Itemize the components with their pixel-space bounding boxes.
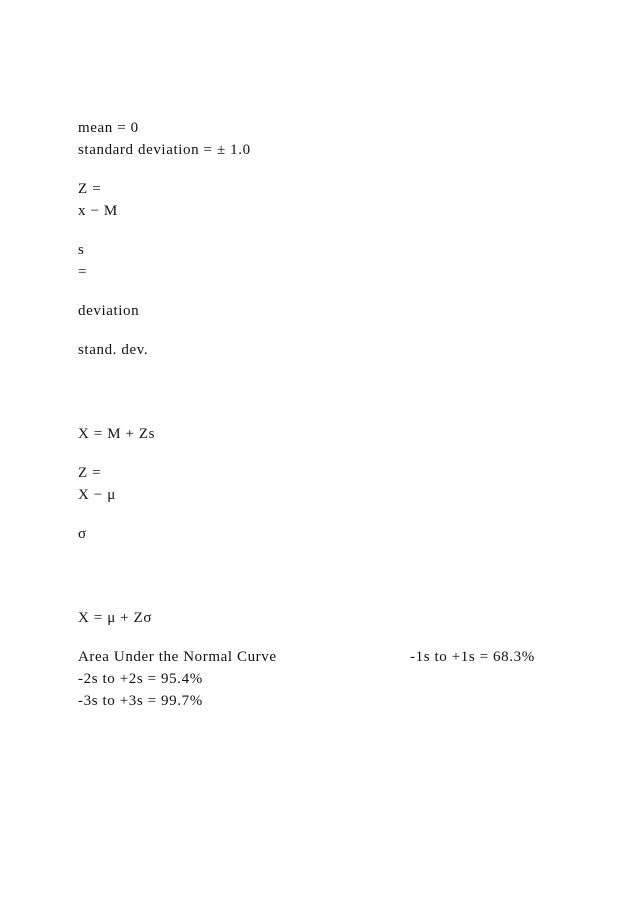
standard-deviation-line: standard deviation = ± 1.0 [78, 142, 251, 158]
z-word-denominator: stand. dev. [78, 342, 149, 358]
mean-line: mean = 0 [78, 120, 139, 136]
range-1s: -1s to +1s = 68.3% [410, 649, 535, 665]
z-sample-equals: = [78, 264, 88, 280]
z-population-numerator: X − μ [78, 487, 116, 503]
range-3s: -3s to +3s = 99.7% [78, 693, 203, 709]
z-word-numerator: deviation [78, 303, 140, 319]
z-population-denominator: σ [78, 526, 87, 542]
z-sample-denominator: s [78, 242, 85, 258]
z-sample-label: Z = [78, 181, 102, 197]
z-sample-numerator: x − M [78, 203, 118, 219]
range-2s: -2s to +2s = 95.4% [78, 671, 203, 687]
area-under-curve-title: Area Under the Normal Curve [78, 649, 277, 665]
x-sample-formula: X = M + Zs [78, 426, 156, 442]
z-population-label: Z = [78, 465, 102, 481]
x-population-formula: X = μ + Zσ [78, 610, 153, 626]
